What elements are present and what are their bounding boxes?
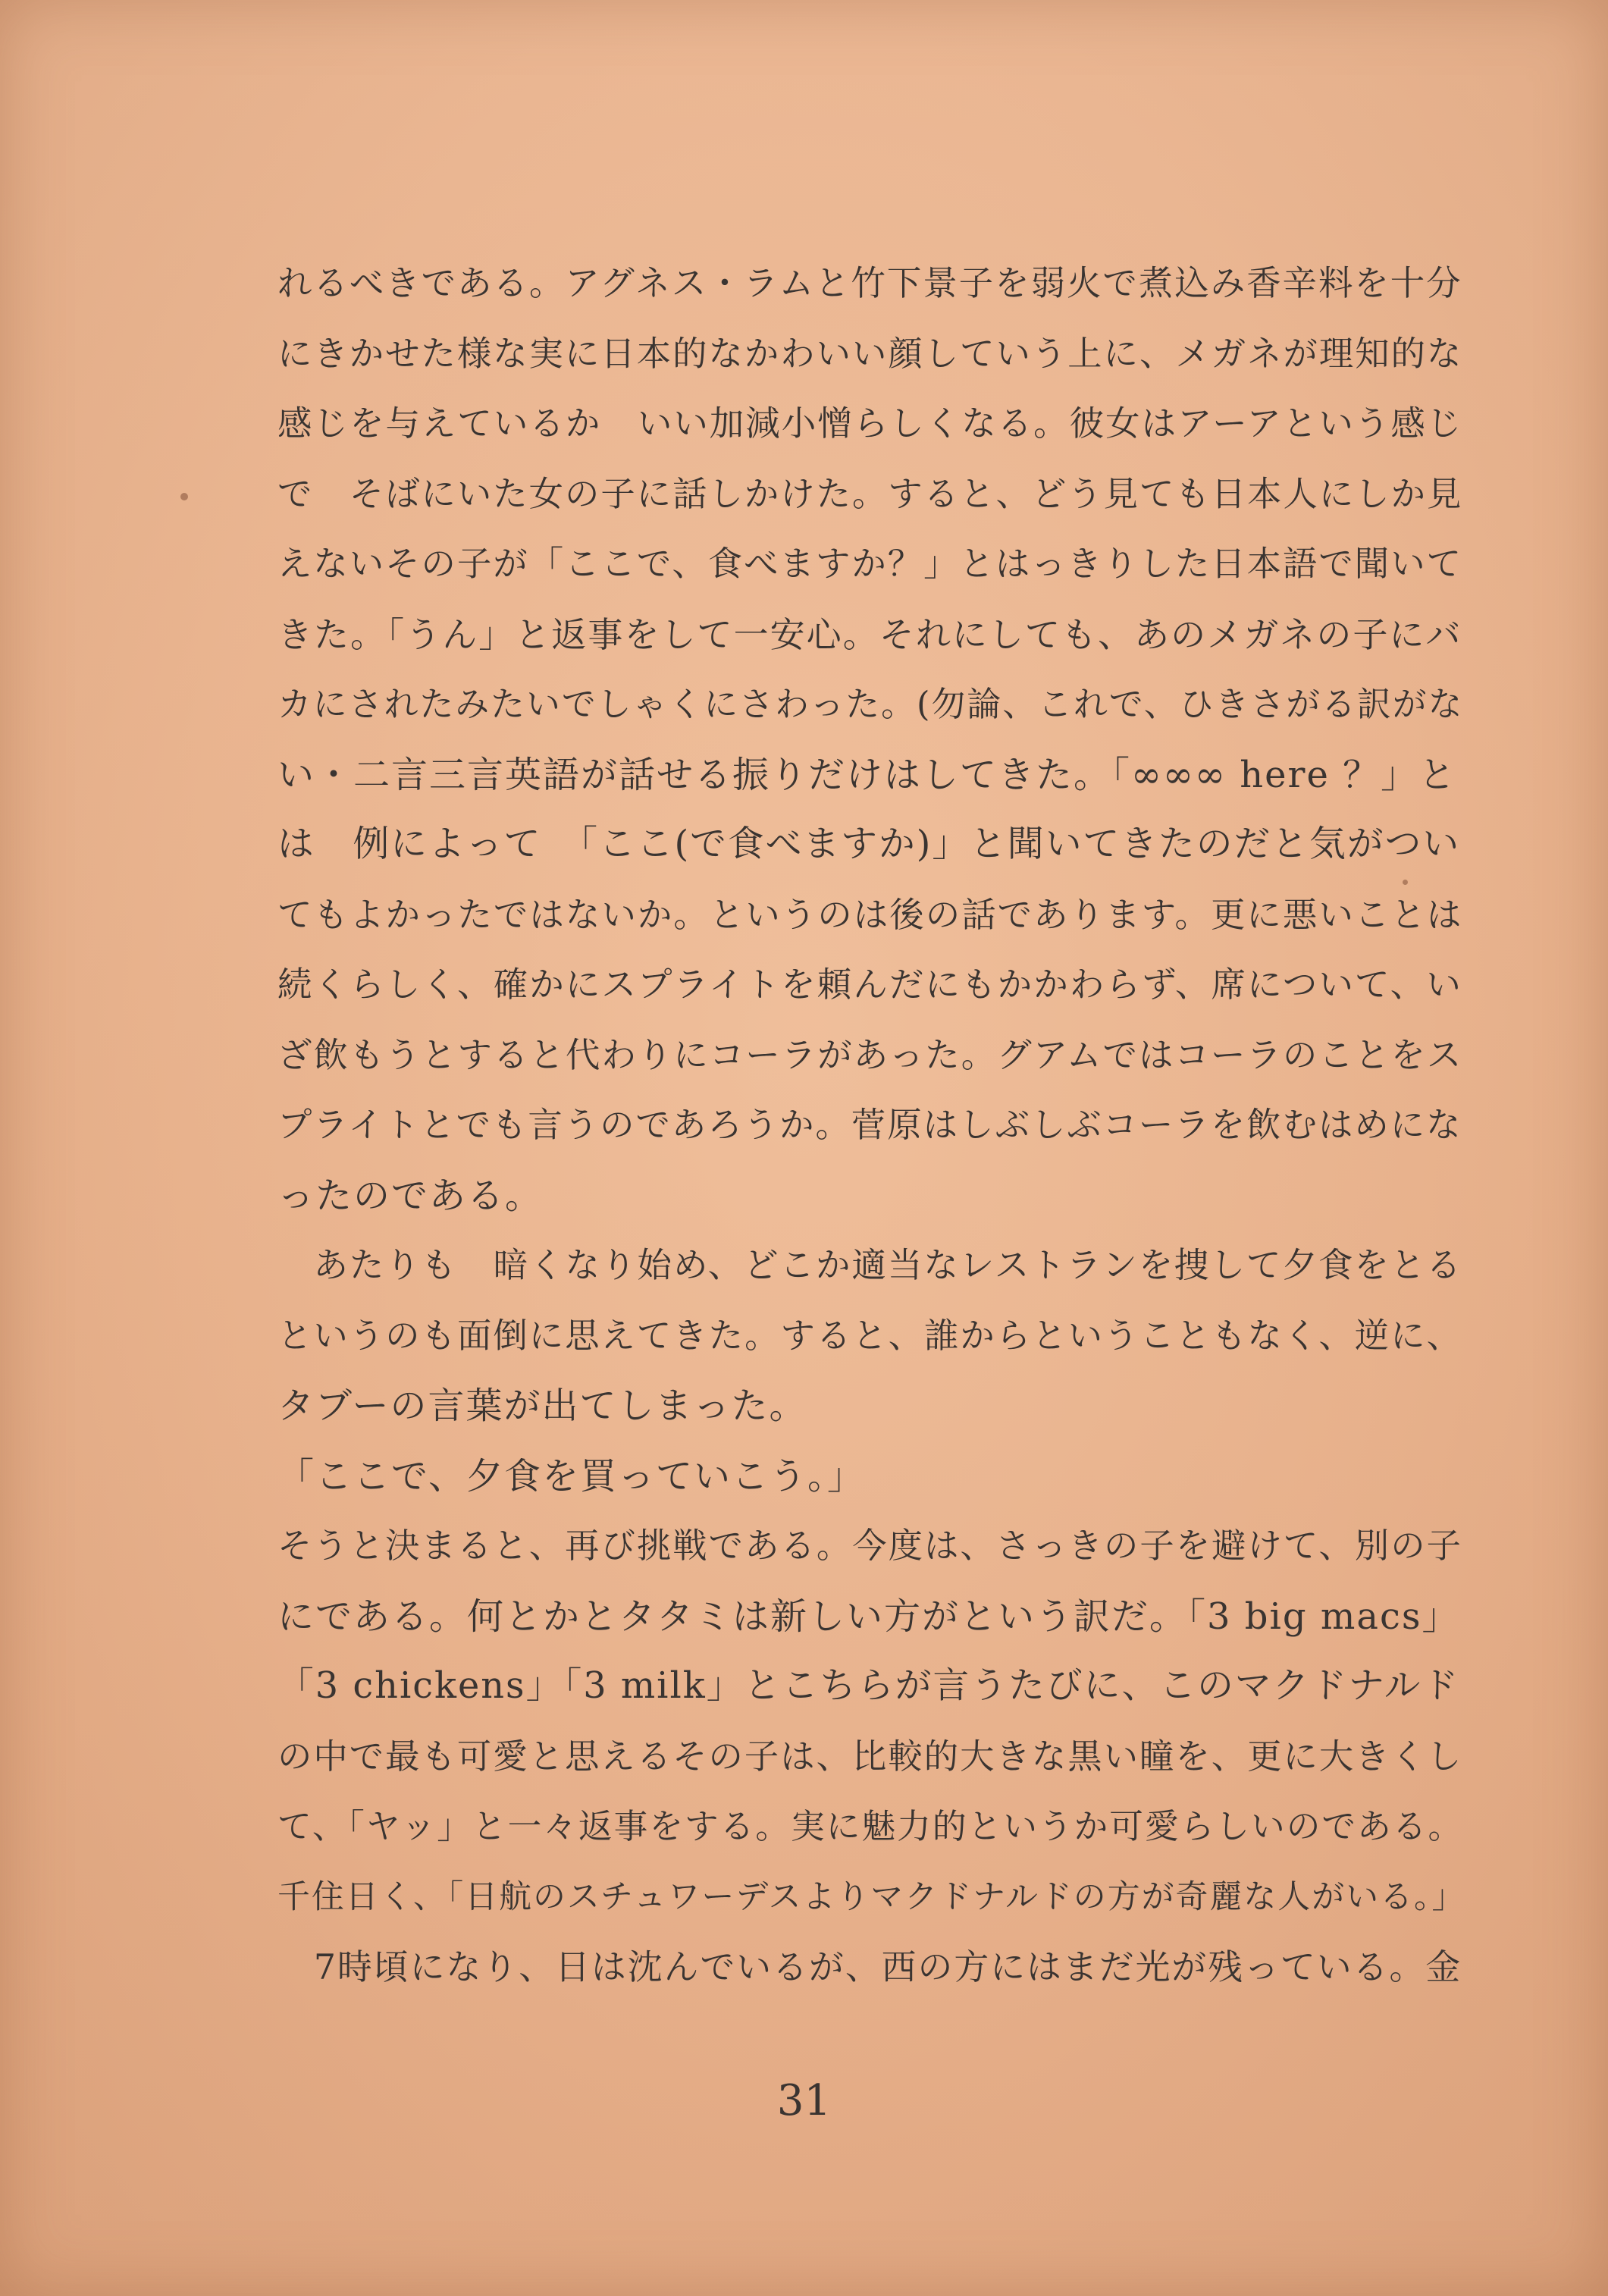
text-line: 7時頃になり、日は沈んでいるが、西の方にはまだ光が残っている。金: [277, 1946, 1462, 1987]
text-line: にである。何とかとタタミは新しい方がという訳だ。「3 big macs」: [277, 1595, 1460, 1638]
text-line: てもよかったではないか。というのは後の話であります。更に悪いことは: [277, 894, 1463, 935]
text-line: 感じを与えているか いい加減小憎らしくなる。彼女はアーアという感じ: [277, 403, 1463, 444]
text-line: ったのである。: [277, 1174, 544, 1217]
text-line: て、「ヤッ」と一々返事をする。実に魅力的というか可愛らしいのである。: [277, 1807, 1464, 1846]
text-line: そうと決まると、再び挑戦である。今度は、さっきの子を避けて、別の子: [277, 1526, 1462, 1566]
text-line: きた。「うん」と返事をして一安心。それにしても、あのメガネの子にバ: [277, 613, 1462, 655]
text-line: れるべきである。アグネス・ラムと竹下景子を弱火で煮込み香辛料を十分: [277, 263, 1462, 303]
text-line: プライトとでも言うのであろうか。菅原はしぶしぶコーラを飲むはめにな: [277, 1105, 1462, 1145]
text-line: にきかせた様な実に日本的なかわいい顔していう上に、メガネが理知的な: [277, 333, 1463, 374]
text-line: というのも面倒に思えてきた。すると、誰からということもなく、逆に、: [277, 1315, 1462, 1356]
text-line: は 例によって 「ここ(で食べますか)」と聞いてきたのだと気がつい: [277, 823, 1461, 865]
text-line: 「3 chickens」「3 milk」とこちらが言うたびに、このマクドナルド: [277, 1665, 1460, 1707]
text-line: あたりも 暗くなり始め、どこか適当なレストランを捜して夕食をとる: [277, 1245, 1462, 1285]
page-number: 31: [776, 2076, 832, 2125]
text-line: 続くらしく、確かにスプライトを頼んだにもかかわらず、席について、い: [277, 965, 1462, 1005]
text-line: 千住日く、「日航のスチュワーデスよりマクドナルドの方が奇麗な人がいる。」: [277, 1877, 1466, 1916]
handwritten-text-block: [277, 249, 1466, 2003]
text-line: 「ここで、夕食を買っていこう。」: [277, 1454, 866, 1498]
text-line: の中で最も可愛と思えるその子は、比較的大きな黒い瞳を、更に大きくし: [277, 1736, 1463, 1777]
text-line: い・二言三言英語が話せる振りだけはしてきた。「∞∞∞ here ？」と: [277, 753, 1457, 796]
text-line: タブーの言葉が出てしまった。: [277, 1385, 807, 1427]
paper-speck: [180, 493, 188, 500]
text-line: ざ飲もうとすると代わりにコーラがあった。グアムではコーラのことをス: [277, 1034, 1463, 1075]
text-line: えないその子が「ここで、食べますか？」とはっきりした日本語で聞いて: [277, 544, 1462, 584]
text-line: で そばにいた女の子に話しかけた。すると、どう見ても日本人にしか見: [277, 473, 1463, 514]
text-line: カにされたみたいでしゃくにさわった。(勿論、これで、ひきさがる訳がな: [277, 684, 1464, 724]
